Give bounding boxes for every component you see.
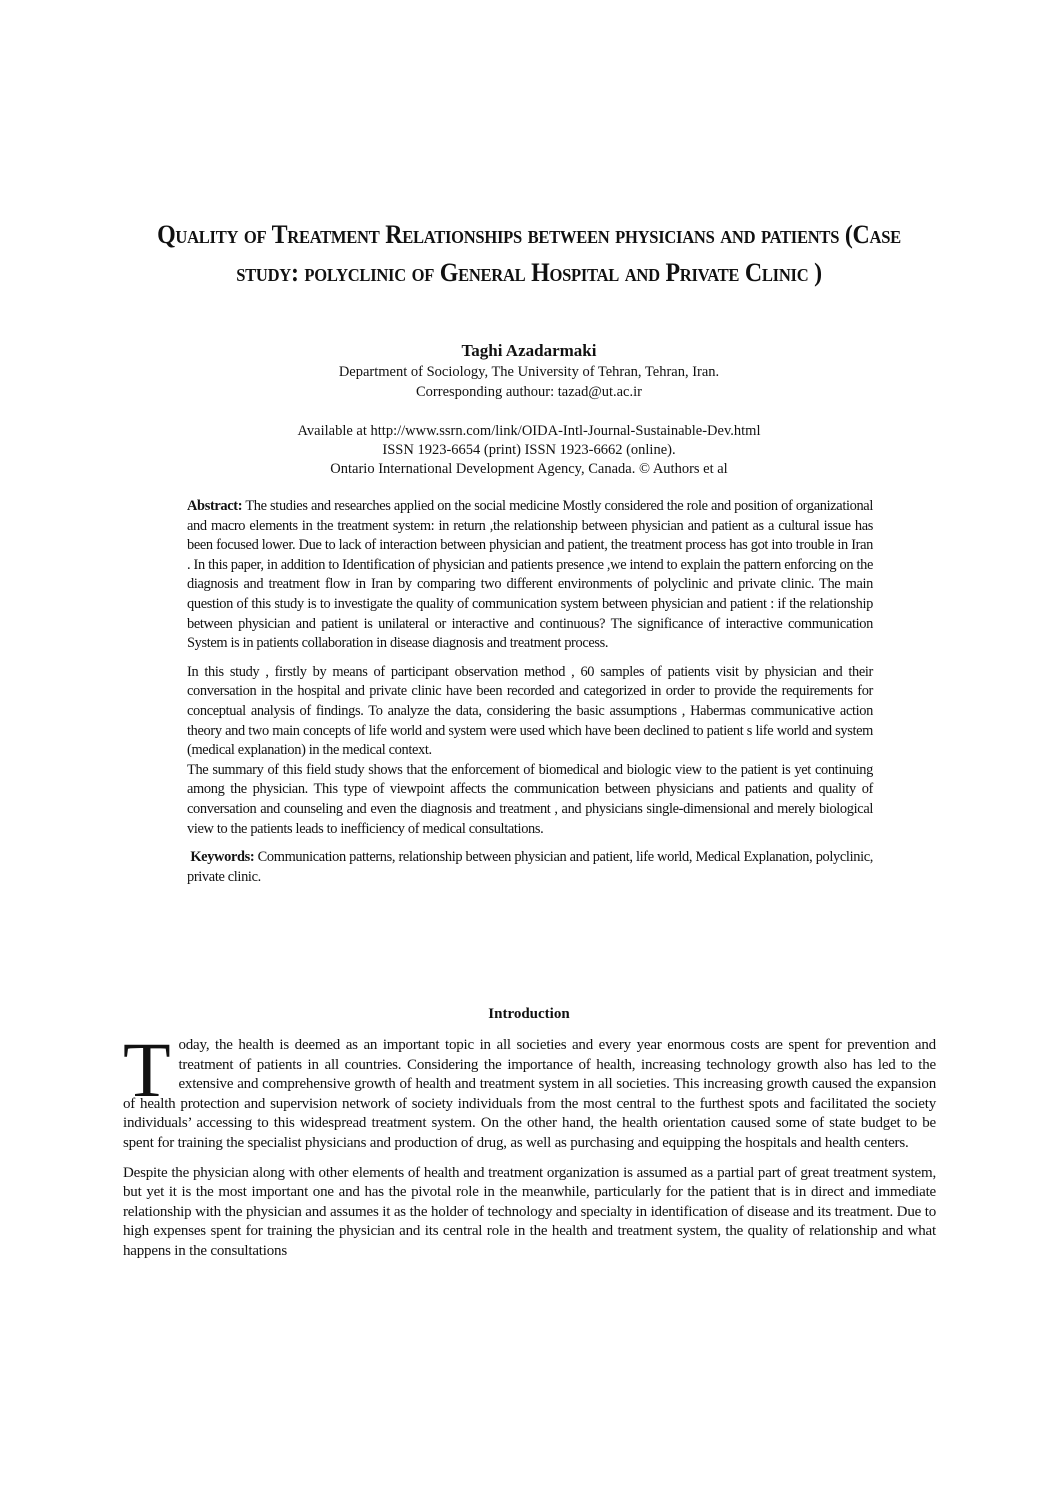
keywords-text: Communication patterns, relationship between physician and patient, life world, Medical Explanation, polyclinic, private clinic.: [187, 849, 874, 885]
corresponding-author: Corresponding authour: tazad@ut.ac.ir: [416, 384, 642, 400]
intro-paragraph: [123, 1026, 936, 1154]
section-heading-introduction: Introduction: [488, 1006, 570, 1022]
intro-paragraph-text: oday, the health is deemed as an important topic in all societies and every year enormous costs are spent for prevention and treatment of patients in all countries. Considering the importance of health, increasing technology growth also has led to the extensive and comprehensive growth of health and treatment system in all societies. This increasing growth caused the expansion of health protection and supervision network of society individuals from the most central to the furthest spots and facilitated the society individuals’ accessing to this widespread treatment system. On the other hand, the health orientation caused some of state budget to be spent for training the specialist physicians and production of drug, as well as purchasing and equipping the hospitals and health centers.: [123, 1037, 936, 1151]
abstract-paragraph: [187, 497, 873, 654]
abstract-paragraph: In this study , firstly by means of participant observation method , 60 samples of patients visit by physician and their conversation in the hospital and private clinic have been recorded and categorized in order to provide the requirements for conceptual analysis of findings. To analyze the data, considering the basic assumptions , Habermas communicative action theory and two main concepts of life world and system were used which have been declined to patient s life world and system (medical explanation) in the medical context.: [187, 663, 873, 759]
availability-line: Available at http://www.ssrn.com/link/OIDA-Intl-Journal-Sustainable-Dev.html: [297, 423, 761, 439]
publication-info: [120, 422, 938, 479]
drop-cap: T: [123, 1026, 171, 1113]
author-block: [120, 340, 938, 402]
introduction-body: [123, 1026, 936, 1272]
abstract-label: Abstract:: [187, 498, 243, 514]
keywords-label: Keywords:: [190, 849, 255, 866]
author-name: Taghi Azadarmaki: [461, 341, 597, 360]
abstract-section: [187, 497, 873, 896]
author-affiliation: Department of Sociology, The University of Tehran, Tehran, Iran.: [338, 364, 720, 380]
publisher-line: Ontario International Development Agency, Canada. © Authors et al: [330, 461, 728, 477]
issn-line: ISSN 1923-6654 (print) ISSN 1923-6662 (online).: [382, 442, 676, 458]
intro-paragraph: Despite the physician along with other elements of health and treatment organization is assumed as a partial part of great treatment system, but yet it is the most important one and has the pivotal role in the meanwhile, particularly for the patient that is in direct and immediate relationship with the physician and assumes it as the holder of technology and specialty in identification of disease and its treatment. Due to high expenses spent for training the physician and its central role in the health and treatment system, the quality of relationship and what happens in the consultations: [123, 1164, 936, 1259]
paper-title: Quality of Treatment Relationships between physicians and patients (Case study: polyclinic of General Hospital and Private Clinic ): [157, 220, 901, 287]
abstract-text: The studies and researches applied on the social medicine Mostly considered the role and position of organizational and macro elements in the treatment system: in return ,the relationship between physician and patient as a cultural issue has been focused lower. Due to lack of interaction between physician and patient, the treatment process has got into trouble in Iran . In this paper, in addition to Identification of physician and patients presence ,we intend to explain the pattern enforcing on the diagnosis and treatment flow in Iran by comparing two different environments of polyclinic and private clinic. The main question of this study is to investigate the quality of communication system between physician and patient : if the relationship between physician and patient is unilateral or interactive and continuous? The significance of interactive communication System is in patients collaboration in disease diagnosis and treatment process.: [187, 498, 873, 652]
abstract-paragraph: The summary of this field study shows that the enforcement of biomedical and biologic view to the patient is yet continuing among the physician. This type of viewpoint affects the communication between physicians and patients and quality of conversation and counseling and even the diagnosis and treatment , and physicians single-dimensional and merely biological view to the patients leads to inefficiency of medical consultations.: [187, 761, 873, 837]
keywords: [187, 848, 873, 887]
